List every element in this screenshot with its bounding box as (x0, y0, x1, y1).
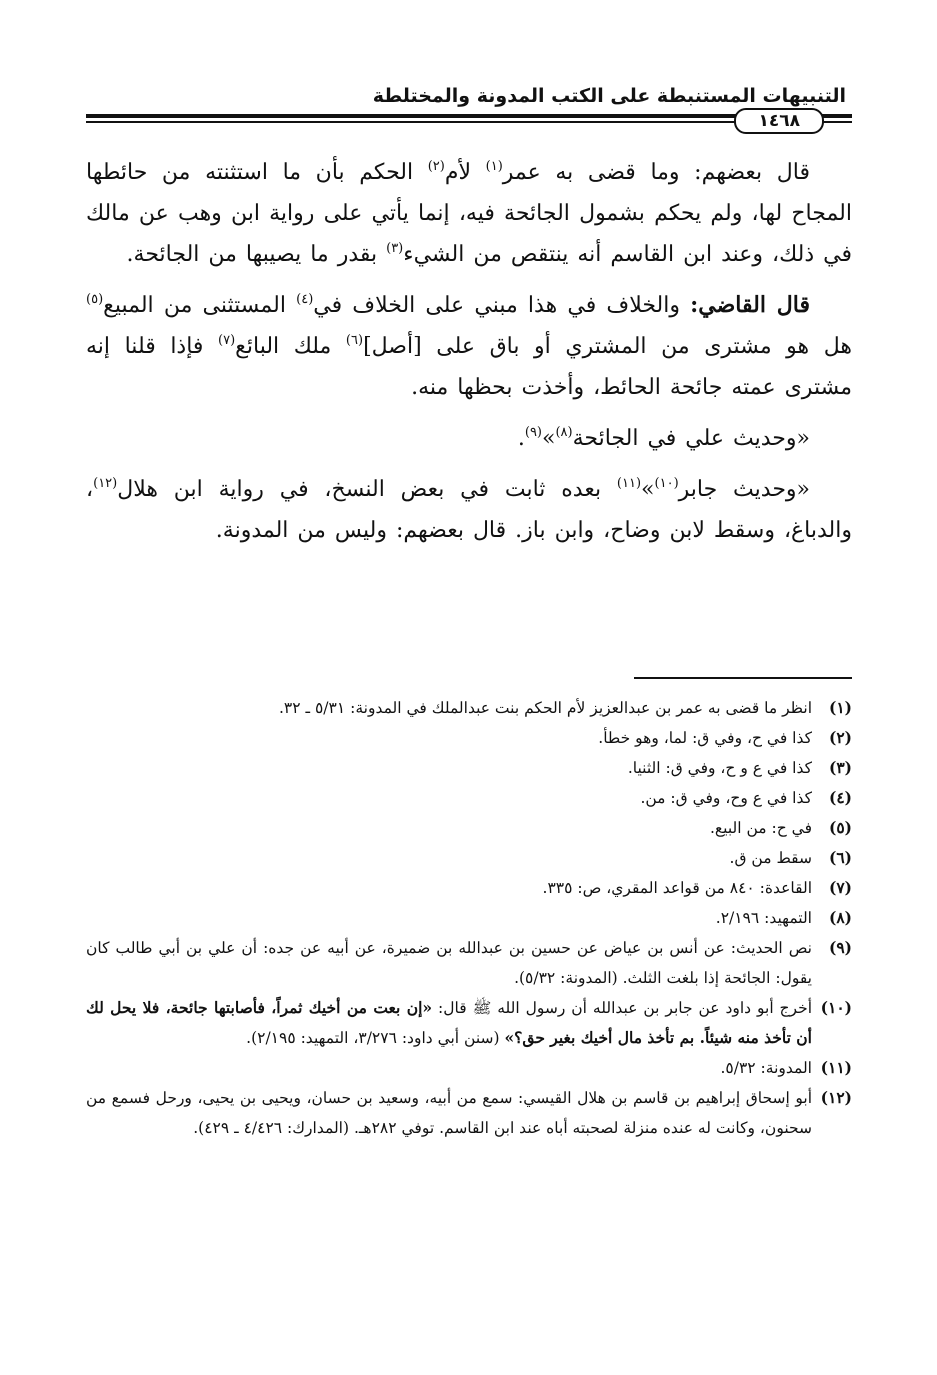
text-segment: المستثنى من المبيع (103, 293, 297, 318)
footnote-ref-1: (١) (485, 159, 503, 174)
footnote-item (86, 1053, 852, 1083)
footnote-ref-8: (٨) (555, 425, 573, 440)
footnote-ref-12: (١٢) (93, 476, 118, 491)
footnote-ref-6: (٦) (345, 333, 364, 348)
footnote-text: في ح: من البيع. (710, 819, 812, 837)
text-segment: والخلاف في هذا مبني على الخلاف في (313, 293, 691, 318)
footnote-text: انظر ما قضى به عمر بن عبدالعزيز لأم الحكم بنت عبدالملك في المدونة: ٥/٣١ ـ ٣٢. (278, 699, 812, 717)
footnote-item (86, 813, 852, 843)
footnote-text: أبو إسحاق إبراهيم بن قاسم بن هلال القيسي: سمع من أبيه، وسعيد بن حسان، ويحيى بن يحيى، ورحل فسمع من سحنون، وكانت له عنده منزلة لصحبته أباه عند ابن القاسم. توفي ٢٨٢هـ. (المدارك: ٤/٤٢٦ ـ ٤٢٩). (86, 1089, 812, 1137)
text-segment: » (542, 426, 556, 451)
footnote-number: (١٢) (820, 1088, 852, 1107)
page-header (86, 84, 852, 146)
footnote-item (86, 933, 852, 993)
footnote-text (86, 993, 812, 1053)
footnote-item (86, 1083, 852, 1143)
footnote-item (86, 753, 852, 783)
footnote-number: (١) (828, 698, 852, 717)
footnotes-list (86, 693, 852, 1143)
running-title: التنبيهات المستنبطة على الكتب المدونة والمختلطة (372, 85, 846, 107)
footnote-text: القاعدة: ٨٤٠ من قواعد المقري، ص: ٣٣٥. (542, 879, 812, 897)
footnote-ref-10: (١٠) (654, 476, 679, 491)
text-segment: «وحديث علي في الجائحة (572, 426, 810, 451)
qadi-lead: قال القاضي: (690, 292, 810, 318)
text-segment: ملك البائع (235, 334, 346, 359)
footnote-item (86, 693, 852, 723)
text-segment: بقدر ما يصيبها من الجائحة. (126, 242, 387, 267)
footnote-ref-7: (٧) (218, 333, 236, 348)
text-segment: » (641, 477, 655, 502)
footnote-number: (١١) (820, 1058, 852, 1077)
book-page (86, 0, 852, 1375)
main-text (86, 152, 852, 551)
text-segment: بعده ثابت في بعض النسخ، في رواية ابن هلال (117, 477, 617, 502)
footnote-number: (٢) (828, 728, 852, 747)
footnote-text: كذا في ع و ح، وفي ق: الثنيا. (627, 759, 812, 777)
footnote-item (86, 783, 852, 813)
footnote-text: سقط من ق. (729, 849, 812, 867)
footnote-number: (٥) (828, 818, 852, 837)
paragraph-4 (86, 469, 852, 551)
footnote-ref-9: (٩) (524, 425, 542, 440)
footnote-text: المدونة: ٥/٣٢. (720, 1059, 812, 1077)
text-segment: لأم (444, 160, 486, 185)
footnote-item (86, 903, 852, 933)
footnote-ref-11: (١١) (616, 476, 642, 491)
footnote-text-part: أخرج أبو داود عن جابر بن عبدالله أن رسول الله ﷺ قال: (432, 999, 812, 1017)
footnote-text: نص الحديث: عن أنس بن عياض عن حسين بن عبدالله بن ضميرة، عن أبيه عن جده: أن علي بن أبي طالب كان يقول: الجائحة إذا بلغت الثلث. (المدونة: ٥/٣٢). (86, 939, 812, 987)
paragraph-1 (86, 152, 852, 275)
footnote-text-part: (سنن أبي داود: ٣/٢٧٦، التمهيد: ٢/١٩٥). (246, 1029, 505, 1047)
footnote-number: (٩) (828, 938, 852, 957)
footnote-number: (١٠) (820, 998, 852, 1017)
paragraph-2 (86, 285, 852, 408)
footnote-ref-3: (٣) (386, 241, 404, 256)
footnote-item (86, 873, 852, 903)
footnote-text: التمهيد: ٢/١٩٦. (715, 909, 812, 927)
text-segment: ، والدباغ، وسقط لابن وضاح، وابن باز. قال بعضهم: وليس من المدونة. (86, 477, 852, 543)
hadith-quote: «إن بعت من أخيك ثمراً، فأصابتها جائحة، فلا يحل لك أن تأخذ منه شيئاً. بم تأخذ مال أخيك بغير حق؟» (86, 998, 812, 1047)
footnote-number: (٨) (828, 908, 852, 927)
footnote-item (86, 843, 852, 873)
footnote-text: كذا في ح، وفي ق: لما، وهو خطأ. (598, 729, 812, 747)
footnote-number: (٦) (828, 848, 852, 867)
text-segment: فإذا قلنا إنه مشترى عمته جائحة الحائط، وأخذت بحظها منه. (86, 334, 852, 400)
footnote-ref-5: (٥) (86, 292, 104, 307)
footnote-ref-4: (٤) (296, 292, 314, 307)
footnote-text: كذا في ع وح، وفي ق: من. (640, 789, 812, 807)
footnote-item (86, 993, 852, 1053)
paragraph-3 (86, 418, 852, 459)
text-segment: . (517, 426, 525, 451)
text-segment: الحكم بأن ما استثنته من حائطها المجاح لها، ولم يحكم بشمول الجائحة فيه، إنما يأتي على رواية ابن وهب عن مالك في ذلك، وعند ابن القاسم أنه ينتقص من الشيء (86, 160, 852, 267)
text-segment: قال بعضهم: وما قضى به عمر (502, 160, 810, 185)
footnote-item (86, 723, 852, 753)
text-segment: هل هو مشترى من المشتري أو باق على [أصل] (363, 334, 852, 359)
footnote-ref-2: (٢) (427, 159, 445, 174)
footnote-number: (٧) (828, 878, 852, 897)
footnote-number: (٤) (828, 788, 852, 807)
text-segment: «وحديث جابر (678, 477, 811, 502)
footnotes-divider (634, 677, 852, 679)
footnote-number: (٣) (828, 758, 852, 777)
page-number: ١٤٦٨ (734, 108, 824, 134)
